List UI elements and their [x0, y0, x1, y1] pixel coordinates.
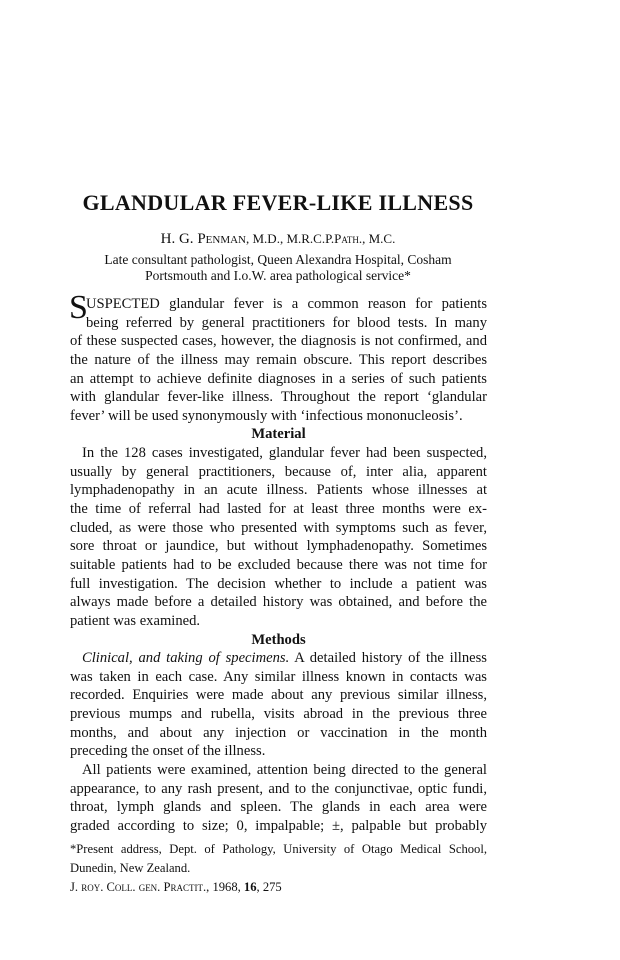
article-title: GLANDULAR FEVER-LIKE ILLNESS	[82, 190, 474, 215]
text-line: All patients were examined, attention being directed to the general	[82, 762, 487, 779]
section-heading-methods: Methods	[251, 631, 306, 648]
footnote-line: Dunedin, New Zealand.	[70, 860, 191, 875]
text-line: In the 128 cases investigated, glandular fever had been suspected,	[82, 445, 487, 462]
text-line: with glandular fever-like illness. Throughout the report ‘glandular	[70, 389, 487, 406]
text-line: full investigation. The decision whether to include a patient was	[70, 575, 487, 592]
citation-year: , 1968,	[206, 880, 244, 894]
affiliation-line: Late consultant pathologist, Queen Alexandra Hospital, Cosham	[104, 252, 452, 267]
text-line: was taken in each case. Any similar illness known in contacts was	[70, 668, 487, 685]
text-line: the nature of the illness may remain obscure. This report describes	[70, 351, 487, 368]
text-line: graded according to size; 0, impalpable; ±, palpable but probably	[70, 817, 487, 834]
text-line: preceding the onset of the illness.	[70, 743, 266, 760]
text-line: months, and about any injection or vaccination in the month	[70, 724, 487, 741]
text-line: usually by general practitioners, because of, inter alia, apparent	[70, 463, 487, 480]
subheading: Clinical, and taking of specimens.	[82, 650, 290, 667]
text-line: always made before a detailed history was obtained, and before the	[70, 594, 487, 611]
text-line: USPECTED glandular fever is a common reason for patients	[86, 296, 487, 312]
author-initials: H. G.	[160, 231, 198, 247]
text-line: cluded, as were those who presented with symptoms such as fever,	[70, 519, 487, 536]
footnote	[70, 842, 487, 876]
text-line: throat, lymph glands and spleen. The glands in each area were	[70, 799, 487, 816]
text-line: of these suspected cases, however, the diagnosis is not confirmed, and	[70, 333, 487, 350]
intro-paragraph	[69, 289, 487, 425]
text-line: suitable patients had to be excluded because there was not time for	[70, 556, 487, 573]
text-line: sore throat or jaundice, but without lymphadenopathy. Sometimes	[70, 538, 487, 555]
article-body	[69, 289, 487, 836]
text-line: fever’ will be used synonymously with ‘infectious mononucleosis’.	[70, 407, 463, 424]
text-line: appearance, to any rash present, and to the conjunctivae, optic fundi,	[70, 780, 487, 797]
footnote-line: *Present address, Dept. of Pathology, University of Otago Medical School,	[70, 842, 487, 856]
author-line	[0, 231, 556, 248]
section-heading-material: Material	[251, 426, 306, 443]
text-line: an attempt to achieve definite diagnoses in a series of such patients	[70, 370, 487, 387]
text-line: lymphadenopathy in an acute illness. Patients whose illnesses at	[70, 482, 487, 499]
affiliation-line: Portsmouth and I.o.W. area pathological service*	[145, 268, 411, 283]
author-degrees: , M.D., M.R.C.P.Path., M.C.	[246, 231, 396, 246]
citation-page: , 275	[256, 880, 282, 894]
citation-volume: 16	[243, 880, 257, 894]
text-line: the time of referral had lasted for at least three months were ex-	[70, 501, 487, 518]
author-surname: Penman	[197, 231, 246, 247]
journal-citation	[70, 880, 282, 895]
text-line: previous mumps and rubella, visits abroad in the previous three	[70, 706, 487, 723]
text-line: recorded. Enquiries were made about any previous similar illness,	[70, 687, 487, 704]
text-fragment: A detailed history of the illness	[289, 650, 487, 667]
text-line: patient was examined.	[70, 612, 201, 629]
drop-cap: S	[69, 289, 88, 326]
text-line	[70, 649, 487, 668]
journal-name: J. roy. Coll. gen. Practit.	[70, 880, 207, 894]
text-line: being referred by general practitioners for blood tests. In many	[86, 314, 487, 331]
